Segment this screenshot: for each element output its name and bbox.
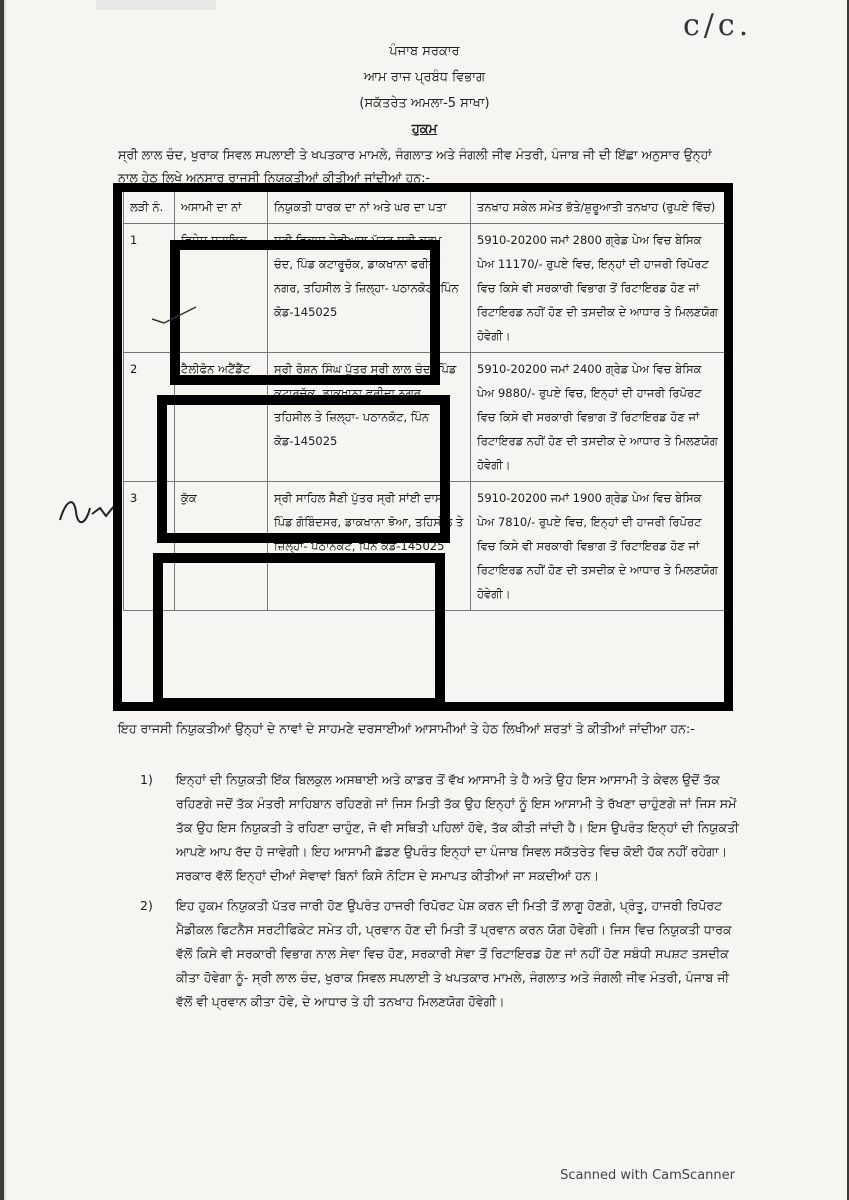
highlight-box-row-2 bbox=[157, 395, 450, 543]
row-serial: 2 bbox=[124, 353, 175, 482]
department-name: ਆਮ ਰਾਜ ਪ੍ਰਬੰਧ ਵਿਭਾਗ bbox=[363, 70, 486, 85]
highlight-box-row-3 bbox=[153, 553, 445, 708]
conditions-list bbox=[140, 768, 740, 1020]
highlight-box-row-1 bbox=[170, 240, 440, 385]
row-holder: ਸ੍ਰੀ ਸਾਹਿਲ ਸੈਣੀ ਪੁੱਤਰ ਸ੍ਰੀ ਸਾਂਈ ਦਾਸ, ਪਿੰਡ ਗੋਬਿੰਦਸਰ, ਡਾਕਖਾਨਾ ਝੋਆ, ਤਹਿਸੀਲ ਤੇ ਜ਼ਿਲ੍ਹਾ- ਪਠਾਨਕੋਟ, ਪਿੰਨ ਕੋਡ-145025 bbox=[268, 482, 471, 611]
row-post: ਕੁੱਕ bbox=[175, 482, 268, 611]
top-edge-mark bbox=[96, 0, 216, 10]
order-title: ਹੁਕਮ bbox=[411, 122, 438, 137]
scanner-watermark: Scanned with CamScanner bbox=[560, 1168, 735, 1183]
row-post: ਟੈਲੀਫੋਨ ਅਟੈਂਡੈਂਟ bbox=[175, 353, 268, 482]
condition-item bbox=[140, 894, 740, 1014]
row-pay: 5910-20200 ਜਮਾਂ 2800 ਗ੍ਰੇਡ ਪੇਅ ਵਿਚ ਬੇਸਿਕ ਪੇਅ 11170/- ਰੁਪਏ ਵਿਚ, ਇਨ੍ਹਾਂ ਦੀ ਹਾਜਰੀ ਰਿਪੋਰਟ ਵਿਚ ਕਿਸੇ ਵੀ ਸਰਕਾਰੀ ਵਿਭਾਗ ਤੋਂ ਰਿਟਾਇਰਡ ਹੋਣ ਜਾਂ ਰਿਟਾਇਰਡ ਨਹੀਂ ਹੋਣ ਦੀ ਤਸਦੀਕ ਦੇ ਆਧਾਰ ਤੇ ਮਿਲਣਯੋਗ ਹੋਵੇਗੀ। bbox=[471, 224, 728, 353]
condition-text: ਇਨ੍ਹਾਂ ਦੀ ਨਿਯੁਕਤੀ ਇੱਕ ਬਿਲਕੁਲ ਅਸਥਾਈ ਅਤੇ ਕਾਡਰ ਤੋਂ ਵੱਖ ਆਸਾਮੀ ਤੇ ਹੈ ਅਤੇ ਉਹ ਇਸ ਆਸਾਮੀ ਤੇ ਕੇਵਲ ਉਦੋਂ ਤੱਕ ਰਹਿਣਗੇ ਜਦੋਂ ਤੱਕ ਮੰਤਰੀ ਸਾਹਿਬਾਨ ਰਹਿਣਗੇ ਜਾਂ ਜਿਸ ਮਿਤੀ ਤੱਕ ਉਹ ਇਨ੍ਹਾਂ ਨੂੰ ਇਸ ਆਸਾਮੀ ਤੇ ਰੱਖਣਾ ਚਾਹੁੰਣਗੇ ਜਾਂ ਜਿਸ ਸਮੇਂ ਤੱਕ ਉਹ ਇਸ ਨਿਯੁਕਤੀ ਤੇ ਰਹਿਣਾ ਚਾਹੁੰਣ, ਜੋ ਵੀ ਸਥਿਤੀ ਪਹਿਲਾਂ ਹੋਵੇ, ਤੱਕ ਕੀਤੀ ਜਾਂਦੀ ਹੈ। ਇਸ ਉਪਰੰਤ ਇਨ੍ਹਾਂ ਦੀ ਨਿਯੁਕਤੀ ਆਪਣੇ ਆਪ ਰੱਦ ਹੋ ਜਾਵੇਗੀ। ਇਹ ਆਸਾਮੀ ਛੱਡਣ ਉਪਰੰਤ ਇਨ੍ਹਾਂ ਦਾ ਪੰਜਾਬ ਸਿਵਲ ਸਕੱਤਰੇਤ ਵਿਚ ਕੋਈ ਹੱਕ ਨਹੀਂ ਰਹੇਗਾ। ਸਰਕਾਰ ਵੱਲੋਂ ਇਨ੍ਹਾਂ ਦੀਆਂ ਸੇਵਾਵਾਂ ਬਿਨਾਂ ਕਿਸੇ ਨੋਟਿਸ ਦੇ ਸਮਾਪਤ ਕੀਤੀਆਂ ਜਾ ਸਕਦੀਆਂ ਹਨ। bbox=[176, 772, 739, 883]
header-holder: ਨਿਯੁਕਤੀ ਧਾਰਕ ਦਾ ਨਾਂ ਅਤੇ ਘਰ ਦਾ ਪਤਾ bbox=[268, 191, 471, 224]
condition-text: ਇਹ ਹੁਕਮ ਨਿਯੁਕਤੀ ਪੱਤਰ ਜਾਰੀ ਹੋਣ ਉਪਰੰਤ ਹਾਜਰੀ ਰਿਪੋਰਟ ਪੇਸ਼ ਕਰਨ ਦੀ ਮਿਤੀ ਤੋਂ ਲਾਗੂ ਹੋਣਗੇ, ਪ੍ਰੰਤੂ, ਹਾਜਰੀ ਰਿਪੋਰਟ ਮੈਡੀਕਲ ਫਿਟਨੈਸ ਸਰਟੀਫਿਕੇਟ ਸਮੇਤ ਹੀ, ਪ੍ਰਵਾਨ ਹੋਣ ਦੀ ਮਿਤੀ ਤੋਂ ਪ੍ਰਵਾਨ ਕਰਨ ਯੋਗ ਹੋਵੇਗੀ। ਜਿਸ ਵਿਚ ਨਿਯੁਕਤੀ ਧਾਰਕ ਵੱਲੋਂ ਕਿਸੇ ਵੀ ਸਰਕਾਰੀ ਵਿਭਾਗ ਨਾਲ ਸੇਵਾ ਵਿਚ ਹੋਣ, ਸਰਕਾਰੀ ਸੇਵਾ ਤੋਂ ਰਿਟਾਇਰਡ ਹੋਣ ਜਾਂ ਨਹੀਂ ਹੋਣ ਸਬੰਧੀ ਸਪਸ਼ਟ ਤਸਦੀਕ ਕੀਤਾ ਹੋਵੇਗਾ ਨੂੰ- ਸ੍ਰੀ ਲਾਲ ਚੰਦ, ਖੁਰਾਕ ਸਿਵਲ ਸਪਲਾਈ ਤੇ ਖਪਤਕਾਰ ਮਾਮਲੇ, ਜੰਗਲਾਤ ਅਤੇ ਜੰਗਲੀ ਜੀਵ ਮੰਤਰੀ, ਪੰਜਾਬ ਜੀ ਵੱਲੋਂ ਵੀ ਪ੍ਰਵਾਨ ਕੀਤਾ ਹੋਵੇ, ਦੇ ਆਧਾਰ ਤੇ ਹੀ ਤਨਖਾਹ ਮਿਲਣਯੋਗ ਹੋਵੇਗੀ। bbox=[176, 898, 732, 1009]
condition-item bbox=[140, 768, 740, 888]
row-holder: ਸ੍ਰੀ ਰੋਸ਼ਨ ਸਿੰਘ ਪੁੱਤਰ ਸ੍ਰੀ ਲਾਲ ਚੰਦ, ਪਿੰਡ ਕਟਾਰੂਚੱਕ, ਡਾਕਖਾਨਾ ਫਰੀਦਾ ਨਗਰ, ਤਹਿਸੀਲ ਤੇ ਜ਼ਿਲ੍ਹਾ- ਪਠਾਨਕੋਟ, ਪਿੰਨ ਕੋਡ-145025 bbox=[268, 353, 471, 482]
row-serial: 1 bbox=[124, 224, 175, 353]
header-serial: ਲੜੀ ਨੰ. bbox=[124, 191, 175, 224]
government-name: ਪੰਜਾਬ ਸਰਕਾਰ bbox=[389, 44, 460, 59]
handwritten-initials bbox=[56, 490, 126, 530]
row-post: ਵਿਸ਼ੇਸ਼ ਸਹਾਇਕ bbox=[175, 224, 268, 353]
pen-tick-mark bbox=[150, 305, 200, 325]
row-holder: ਸ੍ਰੀ ਵਿਕਾਸ ਦੇਵੀਆਲ ਪੁੱਤਰ ਸ੍ਰੀ ਕਰਮ ਚੰਦ, ਪਿੰਡ ਕਟਾਰੂਚੱਕ, ਡਾਕਖਾਨਾ ਫਰੀਦਾ ਨਗਰ, ਤਹਿਸੀਲ ਤੇ ਜ਼ਿਲ੍ਹਾ- ਪਠਾਨਕੋਟ, ਪਿੰਨ ਕੋਡ-145025 bbox=[268, 224, 471, 353]
branch-name: (ਸਕੱਤਰੇਤ ਅਮਲਾ-5 ਸਾਖਾ) bbox=[359, 96, 490, 111]
header-post: ਅਸਾਮੀ ਦਾ ਨਾਂ bbox=[175, 191, 268, 224]
row-serial: 3 bbox=[124, 482, 175, 611]
intro-paragraph: ਸ੍ਰੀ ਲਾਲ ਚੰਦ, ਖੁਰਾਕ ਸਿਵਲ ਸਪਲਾਈ ਤੇ ਖਪਤਕਾਰ ਮਾਮਲੇ, ਜੰਗਲਾਤ ਅਤੇ ਜੰਗਲੀ ਜੀਵ ਮੰਤਰੀ, ਪੰਜਾਬ ਜੀ ਦੀ ਇੱਛਾ ਅਨੁਸਾਰ ਉਨ੍ਹਾਂ ਨਾਲ ਹੇਠ ਲਿਖੇ ਅਨੁਸਾਰ ਰਾਜਸੀ ਨਿਯੁਕਤੀਆਂ ਕੀਤੀਆਂ ਜਾਂਦੀਆਂ ਹਨ:- bbox=[118, 147, 712, 185]
conditions-intro: ਇਹ ਰਾਜਸੀ ਨਿਯੁਕਤੀਆਂ ਉਨ੍ਹਾਂ ਦੇ ਨਾਵਾਂ ਦੇ ਸਾਹਮਣੇ ਦਰਸਾਈਆਂ ਆਸਾਮੀਆਂ ਤੇ ਹੇਠ ਲਿਖੀਆਂ ਸ਼ਰਤਾਂ ਤੇ ਕੀਤੀਆਂ ਜਾਂਦੀਆ ਹਨ:- bbox=[118, 721, 695, 736]
row-pay: 5910-20200 ਜਮਾਂ 1900 ਗ੍ਰੇਡ ਪੇਅ ਵਿਚ ਬੇਸਿਕ ਪੇਅ 7810/- ਰੁਪਏ ਵਿਚ, ਇਨ੍ਹਾਂ ਦੀ ਹਾਜਰੀ ਰਿਪੋਰਟ ਵਿਚ ਕਿਸੇ ਵੀ ਸਰਕਾਰੀ ਵਿਭਾਗ ਤੋਂ ਰਿਟਾਇਰਡ ਹੋਣ ਜਾਂ ਰਿਟਾਇਰਡ ਨਹੀਂ ਹੋਣ ਦੀ ਤਸਦੀਕ ਦੇ ਆਧਾਰ ਤੇ ਮਿਲਣਯੋਗ ਹੋਵੇਗੀ। bbox=[471, 482, 728, 611]
handwritten-copy-mark: c/c. bbox=[683, 8, 753, 43]
condition-number: 2) bbox=[140, 898, 153, 913]
header-pay: ਤਨਖਾਹ ਸਕੇਲ ਸਮੇਤ ਭੱਤੇ/ਸ਼ੁਰੂਆਤੀ ਤਨਖਾਹ (ਰੁਪਏ ਵਿੱਚ) bbox=[471, 191, 728, 224]
row-pay: 5910-20200 ਜਮਾਂ 2400 ਗ੍ਰੇਡ ਪੇਅ ਵਿਚ ਬੇਸਿਕ ਪੇਅ 9880/- ਰੁਪਏ ਵਿਚ, ਇਨ੍ਹਾਂ ਦੀ ਹਾਜਰੀ ਰਿਪੋਰਟ ਵਿਚ ਕਿਸੇ ਵੀ ਸਰਕਾਰੀ ਵਿਭਾਗ ਤੋਂ ਰਿਟਾਇਰਡ ਹੋਣ ਜਾਂ ਰਿਟਾਇਰਡ ਨਹੀਂ ਹੋਣ ਦੀ ਤਸਦੀਕ ਦੇ ਆਧਾਰ ਤੇ ਮਿਲਣਯੋਗ ਹੋਵੇਗੀ। bbox=[471, 353, 728, 482]
condition-number: 1) bbox=[140, 772, 153, 787]
